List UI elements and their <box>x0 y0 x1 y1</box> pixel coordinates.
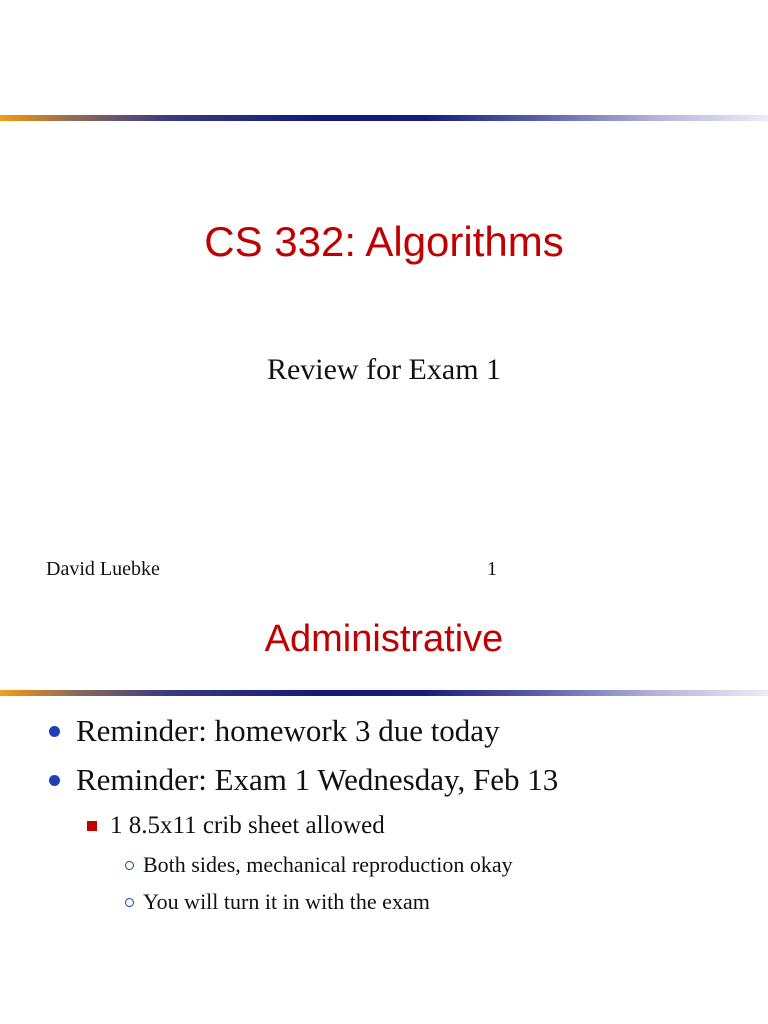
square-bullet-icon <box>87 821 97 831</box>
round-bullet-icon <box>49 726 60 737</box>
bullet-list <box>0 583 768 1024</box>
bullet-text: Reminder: Exam 1 Wednesday, Feb 13 <box>76 762 559 797</box>
page-number: 1 <box>487 558 497 580</box>
sub-bullet-item <box>110 811 385 841</box>
bullet-text: You will turn it in with the exam <box>143 889 430 914</box>
bullet-item <box>76 713 500 749</box>
bullet-text: Both sides, mechanical reproduction okay <box>143 852 513 877</box>
slide-title: Administrative <box>264 618 504 660</box>
bullet-text: 1 8.5x11 crib sheet allowed <box>110 812 385 839</box>
sub-sub-bullet-item <box>143 852 513 878</box>
footer-author: David Luebke <box>46 558 160 580</box>
slide-title: CS 332: Algorithms <box>204 218 564 265</box>
bullet-text: Reminder: homework 3 due today <box>76 713 500 748</box>
header-rule <box>0 115 768 121</box>
hollow-circle-bullet-icon <box>125 898 134 907</box>
slide-subtitle: Review for Exam 1 <box>266 353 502 386</box>
hollow-circle-bullet-icon <box>125 861 134 870</box>
content-slide <box>0 583 768 1024</box>
round-bullet-icon <box>49 775 60 786</box>
sub-sub-bullet-item <box>143 889 430 915</box>
bullet-item <box>76 762 558 798</box>
